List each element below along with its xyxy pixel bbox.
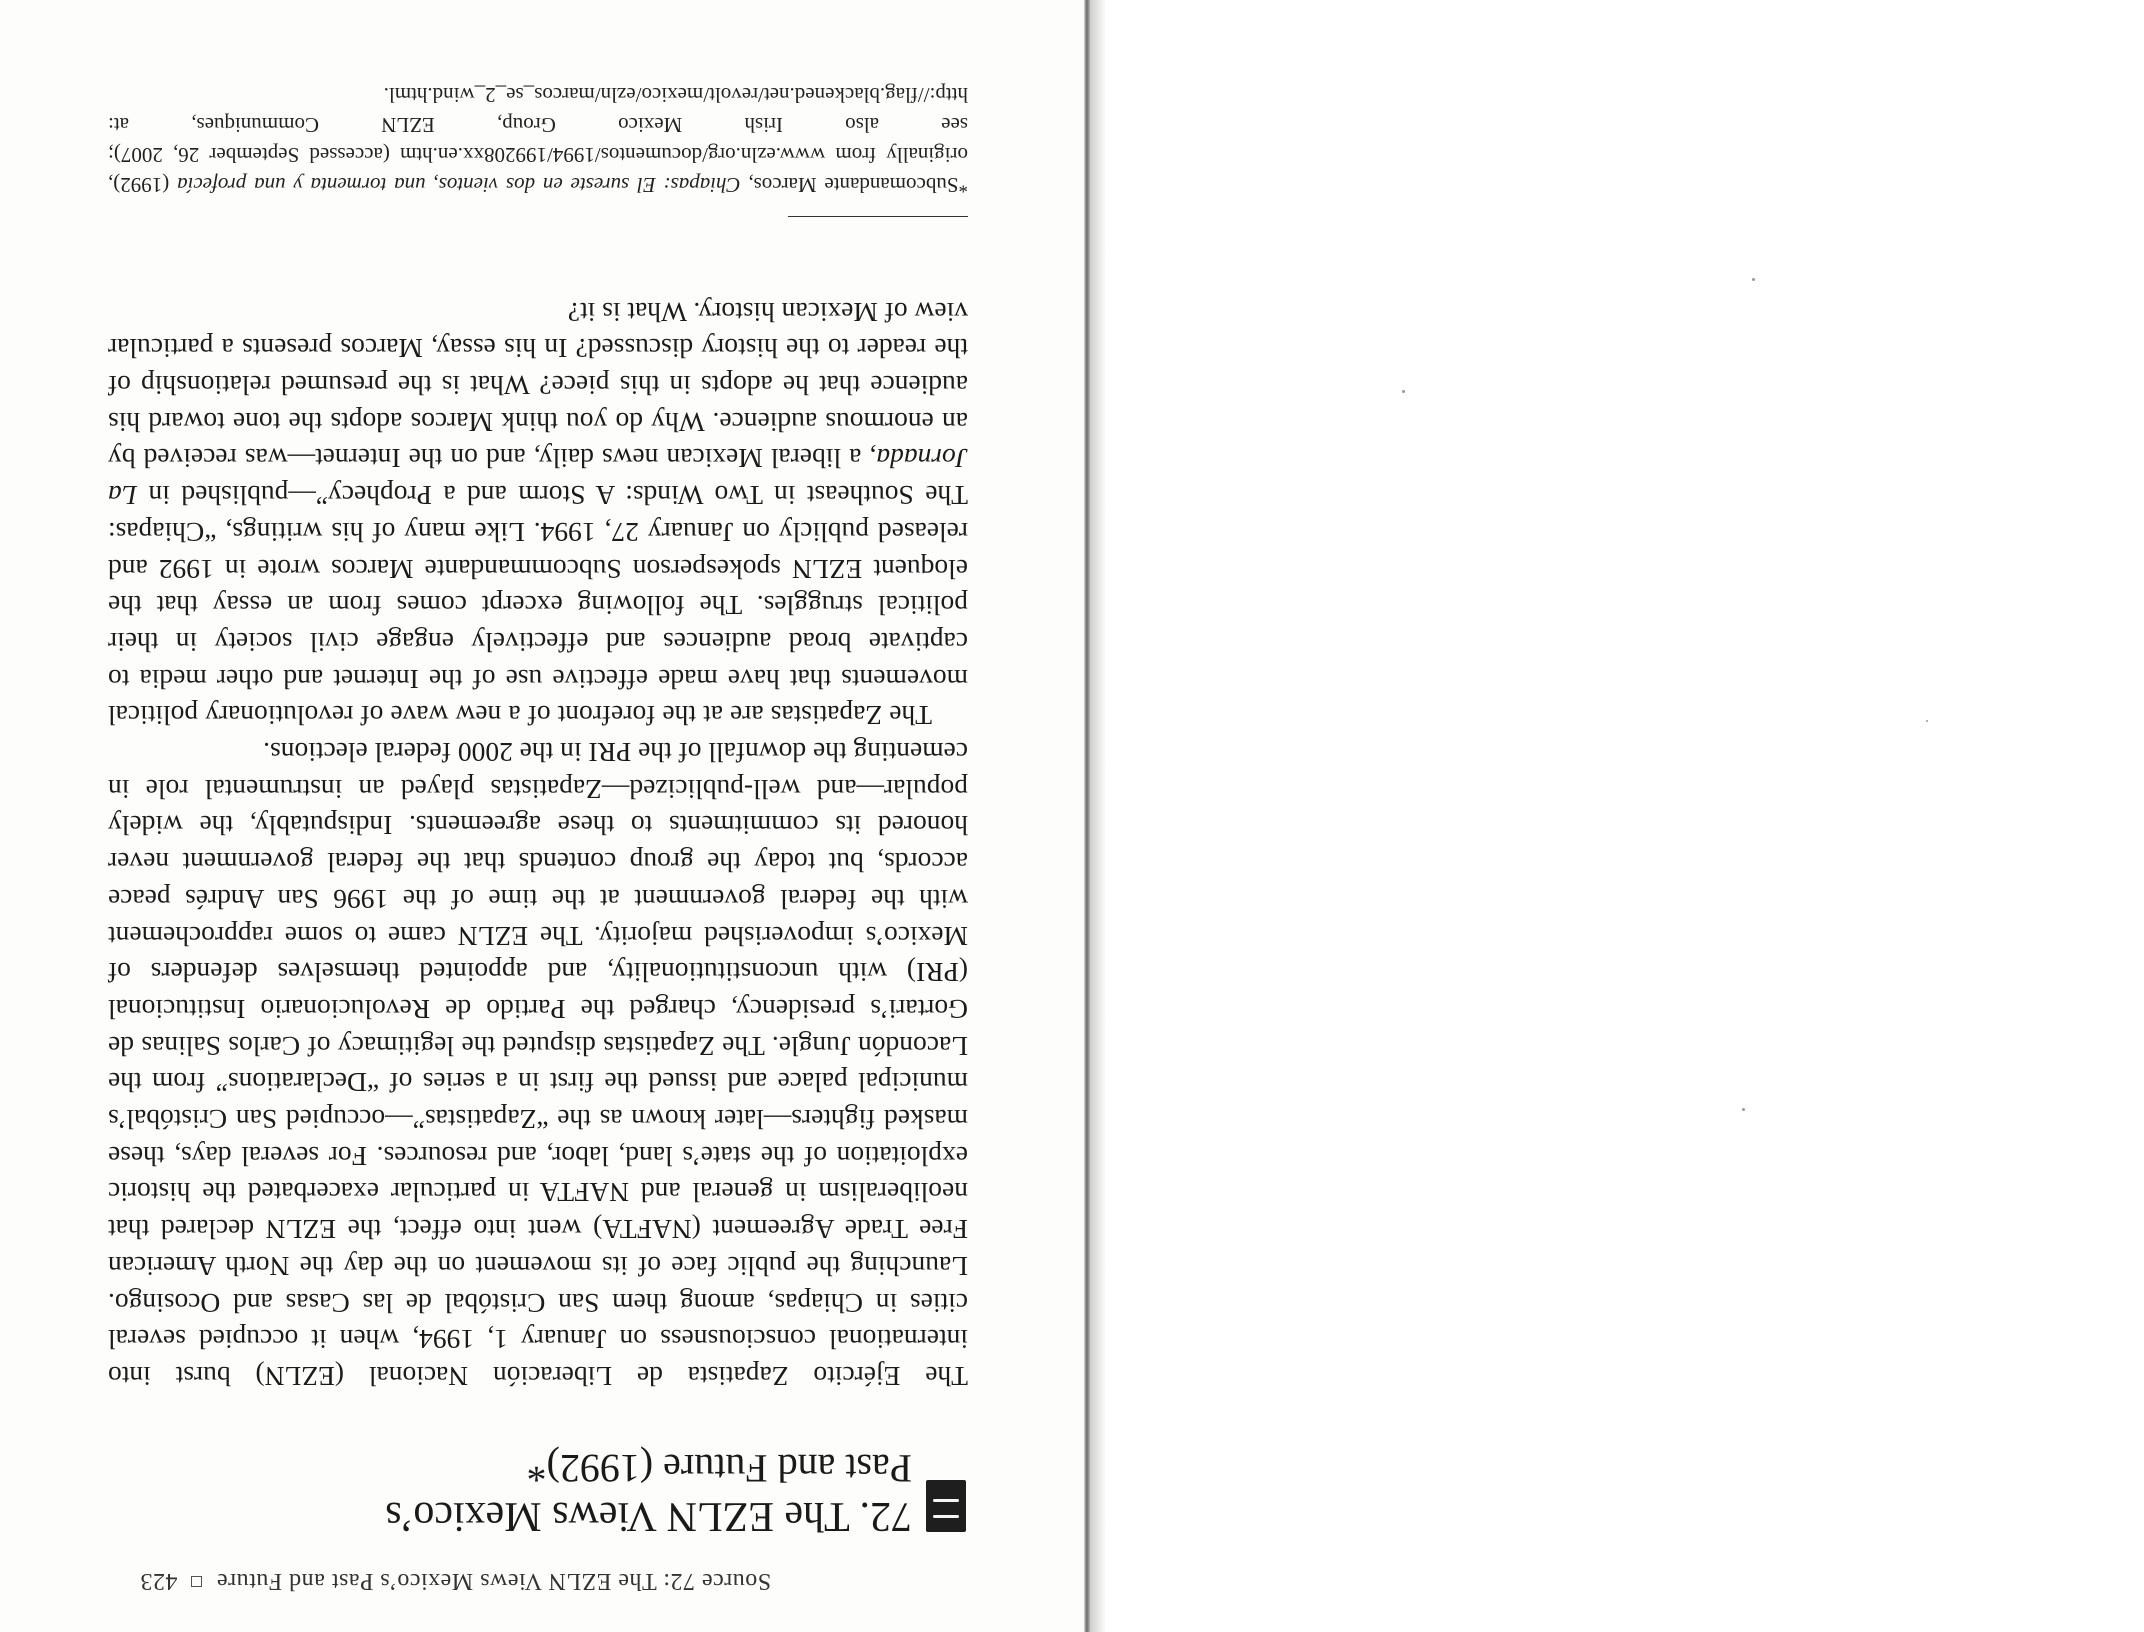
introduction-text [108, 293, 968, 1394]
source-document-icon [926, 1480, 966, 1532]
page-number: 423 [140, 1568, 178, 1594]
newspaper-title: La Jornada [108, 443, 968, 512]
paragraph-1: The Ejército Zapatista de Liberación Nacional (EZLN) burst into international consciousness on January 1, 1994, when it occupied several cities in Chiapas, among them San Cristóbal de las Casas and Ocosingo. Launching the public face of its movement on the day the North American Free Trade Agreement (NAFTA) went into effect, the EZLN declared that neoliberalism in general and NAFTA in particular exacerbated the historic exploitation of the state’s land, labor, and resources. For several days, these masked fighters—later known as the “Zapatistas”—occupied San Cristóbal’s municipal palace and issued the first in a series of “Declarations” from the Lacondón Jungle. The Zapatistas disputed the legitimacy of Carlos Salinas de Gortari’s presidency, charged the Partido de Revolucionario Institucional (PRI) with unconstitutionality, and appointed themselves defenders of Mexico’s impoverished majority. The EZLN came to some rapprochement with the federal government at the time of the 1996 San Andrés peace accords, but today the group contends that the federal government never honored its commitments to these agreements. Indisputably, the widely popular—and well-publicized—Zapatistas played an instrumental role in cementing the downfall of the PRI in the 2000 federal elections. [108, 737, 968, 1392]
title-line-2: Past and Future (1992)* [526, 1446, 912, 1491]
footnote-lead: Subcomandante Marcos, [740, 173, 959, 197]
title-text [126, 1444, 912, 1540]
running-head-text: Source 72: The EZLN Views Mexico’s Past and Future [216, 1568, 772, 1594]
footnote-marker: * [958, 175, 968, 196]
source-title [126, 1444, 966, 1540]
footnote [108, 80, 968, 200]
footnote-rest: (1992), originally from www.ezln.org/documentos/1994/199208xx.en.htm (accessed September 26, 2007); see also Irish Mexico Group, EZLN Communiques, at: http://flag.blackened.net/revolt/mexico/ezln/marcos_se_2_wind.html. [108, 83, 968, 197]
paragraph-2-end: , a liberal Mexican news daily, and on the Internet—was received by an enormous audience. Why do you think Marcos adopts the tone toward his audience that he adopts in this piece? What is the presumed relationship of the reader to the history discussed? In his essay, Marcos presents a particular view of Mexican history. What is it? [108, 296, 968, 475]
paragraph-2-start: The Zapatistas are at the forefront of a new wave of revolutionary political movements that have made effective use of the Internet and other media to captivate broad audiences and effectively engage civil society in their political struggles. The following excerpt comes from an essay that the eloquent EZLN spokesperson Subcommandante Marcos wrote in 1992 and released publicly on January 27, 1994. Like many of his writings, “Chiapas: The Southeast in Two Winds: A Storm and a Prophecy”—published in [108, 480, 968, 732]
paper-speck [1926, 720, 1928, 722]
footnote-rule [788, 216, 968, 217]
paper-speck [1742, 1108, 1745, 1111]
square-bullet-icon [192, 1576, 203, 1587]
paper-speck [1402, 390, 1405, 393]
gutter-shadow [1090, 0, 1106, 1632]
title-line-1: 72. The EZLN Views Mexico’s [385, 1493, 912, 1539]
running-head [140, 1567, 1000, 1594]
right-page-blank [1106, 0, 2144, 1632]
paragraph-2 [108, 293, 968, 733]
paper-speck [1752, 278, 1755, 281]
footnote-source-title: Chiapas: El sureste en dos vientos, una tormenta y una profecía [177, 173, 741, 197]
